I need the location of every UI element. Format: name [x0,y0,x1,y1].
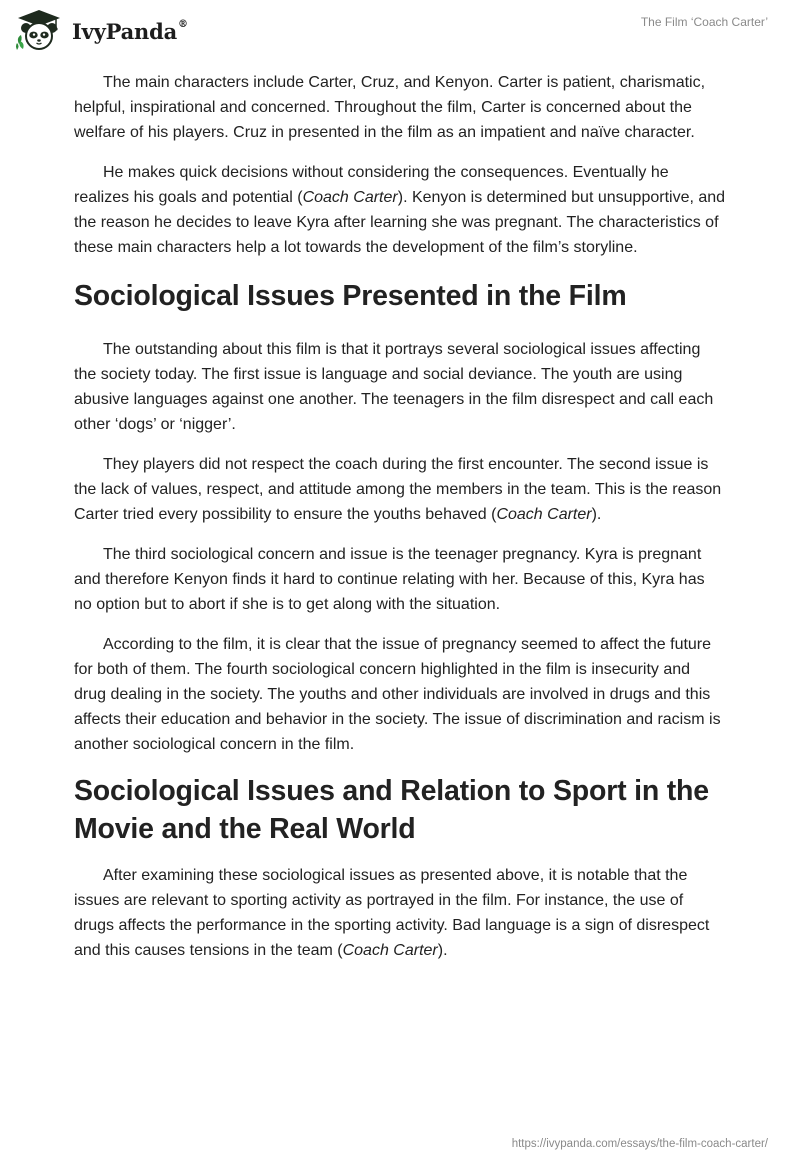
brand-text: IvyPanda [72,18,178,44]
registered-mark: ® [178,18,188,30]
paragraph-2 [74,160,726,260]
page-header [0,0,800,60]
paragraph-3: The outstanding about this film is that it portrays several sociological issues affecting the society today. The first issue is language and social deviance. The youth are using abusive languages against one another. The teenagers in the film disrespect and call each other ‘dogs’ or ‘nigger’. [74,341,714,433]
section-heading-relation-to-sport: Sociological Issues and Relation to Sport in the Movie and the Real World [74,775,709,845]
citation: Coach Carter [342,942,438,959]
citation: Coach Carter [302,189,398,206]
paragraph-6: According to the film, it is clear that the issue of pregnancy seemed to affect the future for both of them. The fourth sociological concern highlighted in the film is insecurity and drug dealing in the society. The youths and other individuals are involved in drugs and this affects their education and behavior in the society. The issue of discrimination and racism is another sociological concern in the film. [74,636,721,753]
citation: Coach Carter [496,506,592,523]
document-title: The Film ‘Coach Carter’ [640,15,768,29]
brand-name [72,19,188,44]
paragraph-2-text-b: ). Kenyon is determined but unsupportive, and the reason he decides to leave Kyra after learning she was pregnant. The characteristics of these main characters help a lot towards the development of the film’s storyline. [74,189,726,256]
paragraph-7-text-b: ). [437,942,448,959]
source-url[interactable]: https://ivypanda.com/essays/the-film-coach-carter/ [511,1138,768,1150]
section-heading-sociological-issues: Sociological Issues Presented in the Film [74,280,627,312]
paragraph-5: The third sociological concern and issue is the teenager pregnancy. Kyra is pregnant and therefore Kenyon finds it hard to continue relating with her. Because of this, Kyra has no option but to abort if she is to get along with the situation. [74,546,705,613]
paragraph-2-text-a: He makes quick decisions without considering the consequences. Eventually he realizes his goals and potential ( [74,164,669,206]
paragraph-4-text-b: ). [591,506,602,523]
paragraph-1: The main characters include Carter, Cruz, and Kenyon. Carter is patient, charismatic, helpful, inspirational and concerned. Throughout the film, Carter is concerned about the welfare of his players. Cruz in presented in the film as an impatient and naïve character. [74,74,706,141]
paragraph-7 [74,863,726,963]
panda-graduation-icon [14,8,64,52]
ivypanda-logo[interactable] [14,8,188,52]
essay-content [74,70,726,978]
paragraph-4-text-a: They players did not respect the coach during the first encounter. The second issue is the lack of values, respect, and attitude among the members in the team. This is the reason Carter tried every possibility to ensure the youths behaved ( [74,456,722,523]
paragraph-7-text-a: After examining these sociological issues as presented above, it is notable that the issues are relevant to sporting activity as portrayed in the film. For instance, the use of drugs affects the performance in the sporting activity. Bad language is a sign of disrespect and this causes tensions in the team ( [74,867,710,959]
paragraph-4 [74,452,726,527]
